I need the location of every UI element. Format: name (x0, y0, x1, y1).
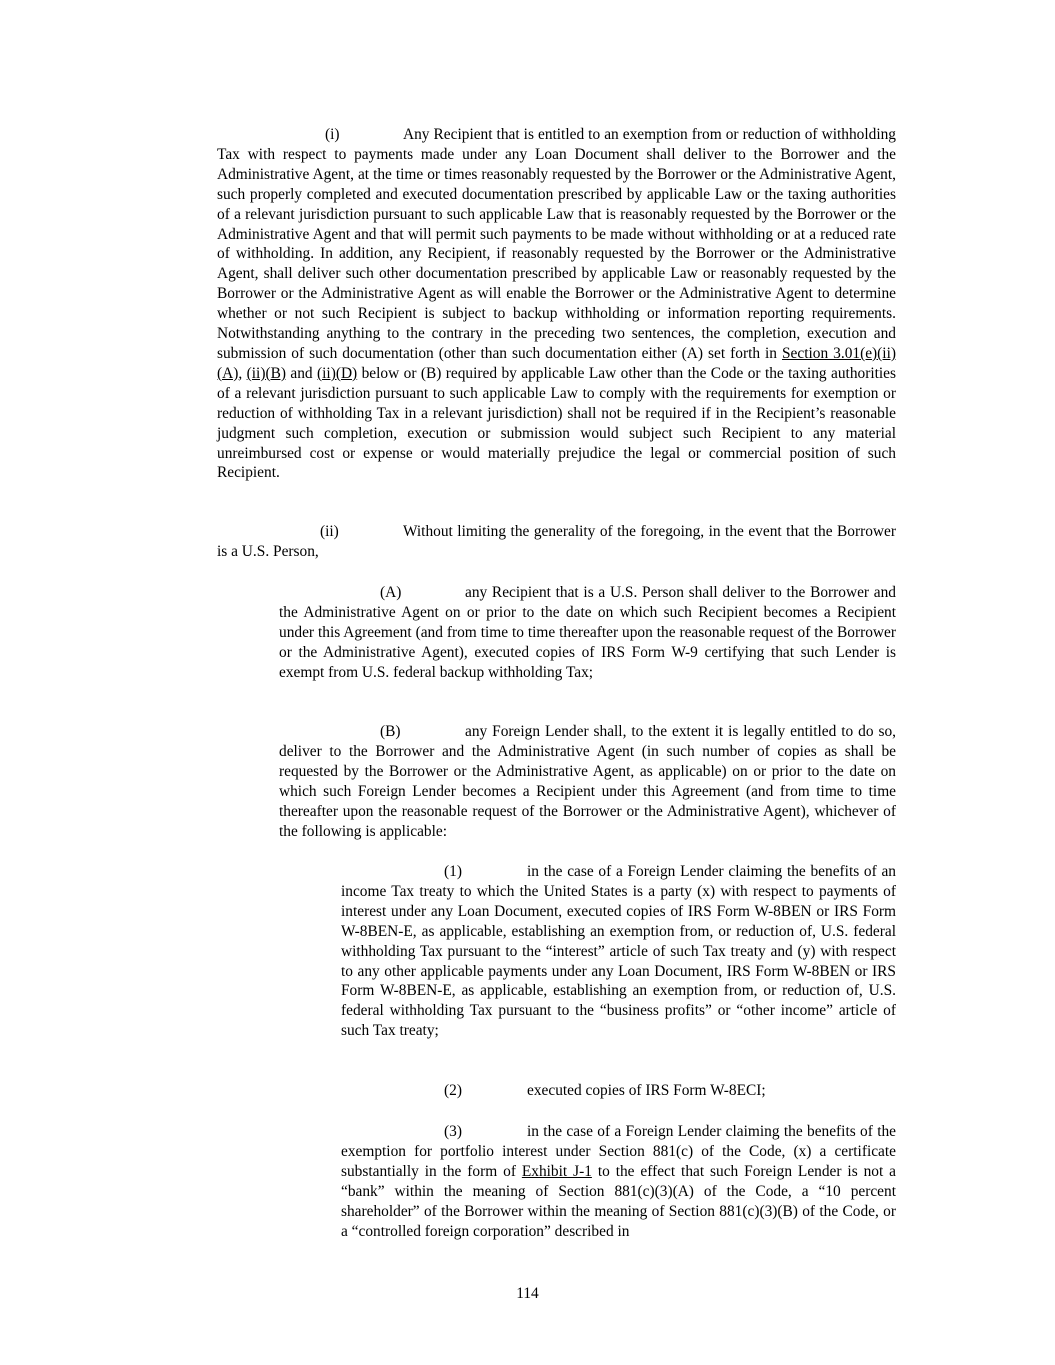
separator: , (238, 364, 247, 382)
paragraph-B (279, 722, 896, 841)
paragraph-2 (341, 1081, 896, 1101)
paragraph-label: (B) (380, 723, 401, 740)
paragraph-ii (217, 522, 896, 562)
paragraph-label: (ii) (320, 523, 339, 540)
exhibit-reference-link: Exhibit J-1 (521, 1162, 592, 1180)
paragraph-text: any Recipient that is a U.S. Person shall deliver to the Borrower and the Administrative Agent on or prior to the date on which such Recipient becomes a Recipient under this Agreement (and from time to time thereafter upon the reasonable request of the Borrower or the Administrative Agent), executed copies of IRS Form W-9 certifying that such Lender is exempt from U.S. federal backup withholding Tax; (279, 584, 896, 681)
section-reference-link: Section 3.01(e)(ii)(A) (217, 344, 896, 382)
paragraph-3 (341, 1122, 896, 1241)
paragraph-label: (2) (444, 1082, 462, 1099)
paragraph-label: (3) (444, 1123, 462, 1140)
paragraph-A (279, 583, 896, 683)
separator: and (285, 364, 318, 382)
paragraph-label: (1) (444, 863, 462, 880)
paragraph-i (217, 125, 896, 483)
paragraph-text: in the case of a Foreign Lender claiming the benefits of an income Tax treaty to which the United States is a party (x) with respect to payments of interest under any Loan Document, executed copies of IRS Form W-8BEN or IRS Form W-8BEN-E, as applicable, establishing an exemption from, or reduction of, U.S. federal withholding Tax pursuant to the “interest” article of such Tax treaty and (y) with respect to any other applicable payments under any Loan Document, IRS Form W-8BEN or IRS Form W-8BEN-E, as applicable, establishing an exemption from, or reduction of, U.S. federal withholding Tax pursuant to the “business profits” or “other income” article of such Tax treaty; (341, 863, 896, 1040)
paragraph-text: Any Recipient that is entitled to an exemption from or reduction of withholding Tax with respect to payments made under any Loan Document shall deliver to the Borrower and the Administrative Agent, at the time or times reasonably requested by the Borrower or the Administrative Agent, such properly completed and executed documentation prescribed by applicable Law or the taxing authorities of a relevant jurisdiction pursuant to such applicable Law that is reasonably requested by the Borrower or the Administrative Agent and that will permit such payments to be made without withholding or at a reduced rate of withholding. In addition, any Recipient, if reasonably requested by the Borrower or the Administrative Agent, shall deliver such other documentation prescribed by applicable Law or reasonably requested by the Borrower or the Administrative Agent as will enable the Borrower or the Administrative Agent to determine whether or not such Recipient is subject to backup withholding or information reporting requirements. Notwithstanding anything to the contrary in the preceding two sentences, the completion, execution and submission of such documentation (other than such documentation either (A) set forth in (217, 126, 896, 362)
page-number: 114 (516, 1285, 539, 1302)
paragraph-text: any Foreign Lender shall, to the extent it is legally entitled to do so, deliver to the Borrower and the Administrative Agent (in such number of copies as shall be requested by the Borrower or the Administrative Agent, as applicable) on or prior to the date on which such Foreign Lender becomes a Recipient under this Agreement (and from time to time thereafter upon the reasonable request of the Borrower or the Administrative Agent), whichever of the following is applicable: (279, 723, 896, 840)
paragraph-label: (i) (325, 126, 340, 143)
paragraph-label: (A) (380, 584, 402, 601)
section-reference-link: (ii)(B) (246, 364, 286, 382)
paragraph-text: Without limiting the generality of the foregoing, in the event that the Borrower is a U.S. Person, (217, 523, 896, 560)
paragraph-text: executed copies of IRS Form W-8ECI; (527, 1082, 766, 1099)
paragraph-text: in the case of a Foreign Lender claiming the benefits of the exemption for portfolio interest under Section 881(c) of the Code, (x) a certificate substantially in the form of (341, 1123, 896, 1180)
paragraph-1 (341, 862, 896, 1041)
section-reference-link: (ii)(D) (317, 364, 358, 382)
paragraph-text: below or (B) required by applicable Law other than the Code or the taxing authorities of a relevant jurisdiction pursuant to such applicable Law to comply with the requirements for exemption or reduction of withholding Tax in a relevant jurisdiction) shall not be required if in the Recipient’s reasonable judgment such completion, execution or submission would subject such Recipient to any material unreimbursed cost or expense or would materially prejudice the legal or commercial position of such Recipient. (217, 364, 896, 482)
paragraph-text: to the effect that such Foreign Lender is not a “bank” within the meaning of Section 881(c)(3)(A) of the Code, a “10 percent shareholder” of the Borrower within the meaning of Section 881(c)(3)(B) of the Code, or a “controlled foreign corporation” described in (341, 1162, 896, 1240)
